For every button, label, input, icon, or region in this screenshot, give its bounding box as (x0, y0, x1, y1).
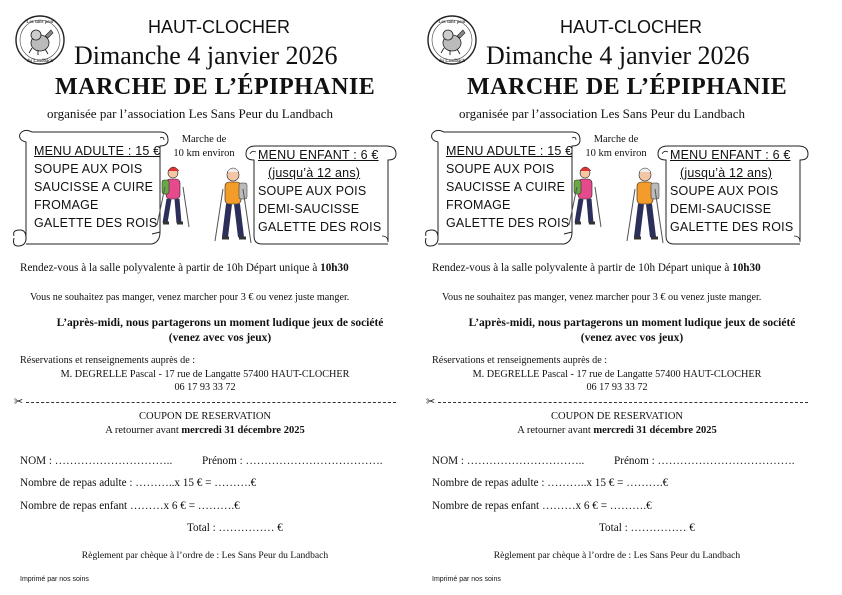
cut-line (14, 396, 400, 408)
total-field[interactable]: Total : …………… € (187, 522, 283, 534)
coupon-header (20, 410, 390, 438)
menu-child-item: GALETTE DES ROIS (258, 220, 382, 234)
contact-phone: 06 17 93 33 72 (586, 382, 648, 393)
no-meal-line: Vous ne souhaitez pas manger, venez marcher pour 3 € ou venez juste manger. (442, 292, 762, 303)
coupon-return-date: mercredi 31 décembre 2025 (181, 425, 305, 436)
child-meals-field[interactable]: Nombre de repas enfant ………x 6 € = ……….€ (432, 500, 652, 512)
departure-time: 10h30 (320, 262, 349, 274)
menu-adult-scroll (422, 126, 582, 248)
adult-meals-field[interactable]: Nombre de repas adulte : ………..x 15 € = ……….€ (20, 477, 257, 489)
menu-child-scroll (652, 142, 814, 248)
menu-adult-item: GALETTE DES ROIS (446, 216, 570, 230)
flyer-right (412, 0, 822, 595)
afternoon-line-2: (venez avec vos jeux) (168, 332, 272, 344)
afternoon-line-1: L’après-midi, nous partagerons un moment ludique jeux de société (468, 317, 796, 329)
printed-note: Imprimé par nos soins (432, 576, 501, 583)
event-date: Dimanche 4 janvier 2026 (486, 41, 750, 70)
logo-text-bottom: du Landbach (439, 59, 465, 64)
menu-child-item: SOUPE AUX POIS (670, 184, 779, 198)
logo-text-top: Les sans peur (26, 20, 54, 25)
menu-child-subtitle: (jusqu’à 12 ans) (680, 166, 773, 180)
contact-address: M. DEGRELLE Pascal - 17 rue de Langatte 57400 HAUT-CLOCHER (60, 369, 350, 380)
menu-adult-item: SAUCISSE A CUIRE (446, 180, 566, 194)
walk-distance (164, 133, 244, 161)
town-title: HAUT-CLOCHER (560, 17, 703, 37)
contact-block (20, 368, 390, 394)
association-logo-icon (14, 14, 66, 66)
menu-adult-item: SOUPE AUX POIS (34, 162, 143, 176)
logo-text-bottom: du Landbach (27, 59, 53, 64)
adult-meals-field[interactable]: Nombre de repas adulte : ………..x 15 € = ……….€ (432, 477, 669, 489)
menu-adult-title: MENU ADULTE : 15 € (446, 144, 573, 158)
prenom-field[interactable]: Prénom : ………………………………. (202, 455, 383, 467)
reservations-label: Réservations et renseignements auprès de : (432, 355, 608, 366)
departure-time: 10h30 (732, 262, 761, 274)
flyer-left (0, 0, 410, 595)
scissors-icon: ✂ (14, 396, 24, 408)
menu-child-item: SOUPE AUX POIS (258, 184, 367, 198)
menu-child-subtitle: (jusqu’à 12 ans) (268, 166, 361, 180)
total-field[interactable]: Total : …………… € (599, 522, 695, 534)
rendezvous-line (432, 262, 761, 274)
reservations-label: Réservations et renseignements auprès de : (20, 355, 196, 366)
coupon-return-prefix: A retourner avant (105, 425, 182, 436)
menu-adult-title: MENU ADULTE : 15 € (34, 144, 161, 158)
walk-line-2: 10 km environ (585, 148, 647, 159)
nom-field[interactable]: NOM : ………………………….. (432, 455, 585, 467)
menu-child-title: MENU ENFANT : 6 € (670, 148, 791, 162)
event-date: Dimanche 4 janvier 2026 (74, 41, 338, 70)
afternoon-line-1: L’après-midi, nous partagerons un moment ludique jeux de société (56, 317, 384, 329)
coupon-return-date: mercredi 31 décembre 2025 (593, 425, 717, 436)
dashed-divider (26, 402, 396, 403)
menu-adult-item: FROMAGE (34, 198, 99, 212)
rendezvous-text: Rendez-vous à la salle polyvalente à partir de 10h Départ unique à (20, 262, 321, 274)
rendezvous-text: Rendez-vous à la salle polyvalente à partir de 10h Départ unique à (432, 262, 733, 274)
afternoon-line-2: (venez avec vos jeux) (580, 332, 684, 344)
printed-note: Imprimé par nos soins (20, 576, 89, 583)
menu-adult-item: SAUCISSE A CUIRE (34, 180, 154, 194)
walk-line-1: Marche de (593, 134, 639, 145)
menu-adult-item: SOUPE AUX POIS (446, 162, 555, 176)
no-meal-line: Vous ne souhaitez pas manger, venez marcher pour 3 € ou venez juste manger. (30, 292, 350, 303)
dashed-divider (438, 402, 808, 403)
coupon-return-prefix: A retourner avant (517, 425, 594, 436)
town-title: HAUT-CLOCHER (148, 17, 291, 37)
event-title: MARCHE DE L’ÉPIPHANIE (467, 74, 788, 100)
menu-child-title: MENU ENFANT : 6 € (258, 148, 379, 162)
coupon-title: COUPON DE RESERVATION (551, 411, 683, 422)
afternoon-activity (452, 316, 812, 346)
organizer-line: organisée par l’association Les Sans Peur du Landbach (47, 106, 334, 121)
association-logo-icon (426, 14, 478, 66)
payment-note: Règlement par chèque à l’ordre de : Les Sans Peur du Landbach (81, 550, 329, 561)
nom-field[interactable]: NOM : ………………………….. (20, 455, 173, 467)
walk-line-1: Marche de (181, 134, 227, 145)
cut-line (426, 396, 812, 408)
menu-child-scroll (240, 142, 402, 248)
child-meals-field[interactable]: Nombre de repas enfant ………x 6 € = ……….€ (20, 500, 240, 512)
prenom-field[interactable]: Prénom : ………………………………. (614, 455, 795, 467)
rendezvous-line (20, 262, 349, 274)
menu-child-item: DEMI-SAUCISSE (670, 202, 772, 216)
contact-address: M. DEGRELLE Pascal - 17 rue de Langatte 57400 HAUT-CLOCHER (472, 369, 762, 380)
scissors-icon: ✂ (426, 396, 436, 408)
organizer-line: organisée par l’association Les Sans Peur du Landbach (459, 106, 746, 121)
afternoon-activity (40, 316, 400, 346)
menu-adult-item: GALETTE DES ROIS (34, 216, 158, 230)
payment-note: Règlement par chèque à l’ordre de : Les Sans Peur du Landbach (493, 550, 741, 561)
menu-child-item: DEMI-SAUCISSE (258, 202, 360, 216)
event-title: MARCHE DE L’ÉPIPHANIE (55, 74, 376, 100)
contact-phone: 06 17 93 33 72 (174, 382, 236, 393)
walk-line-2: 10 km environ (173, 148, 235, 159)
walk-distance (576, 133, 656, 161)
menu-adult-scroll (10, 126, 170, 248)
coupon-header (432, 410, 802, 438)
menu-adult-item: FROMAGE (446, 198, 511, 212)
coupon-title: COUPON DE RESERVATION (139, 411, 271, 422)
logo-text-top: Les sans peur (438, 20, 466, 25)
menu-child-item: GALETTE DES ROIS (670, 220, 794, 234)
contact-block (432, 368, 802, 394)
